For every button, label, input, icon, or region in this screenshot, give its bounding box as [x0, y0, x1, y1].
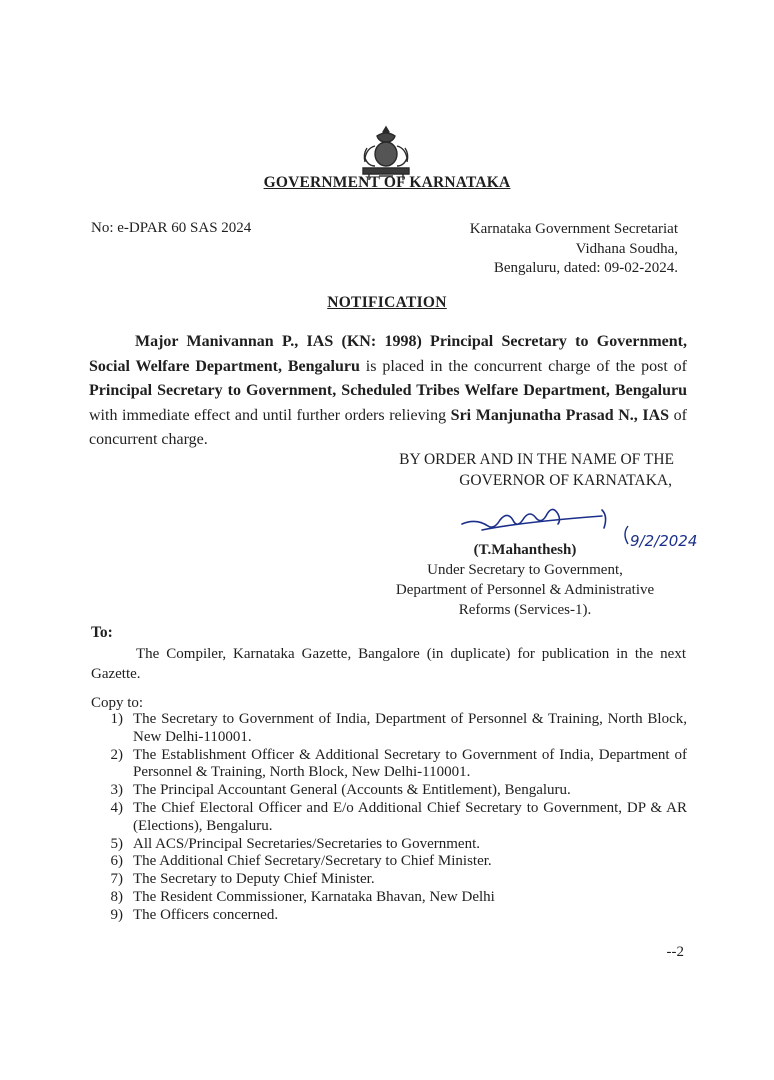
- list-item-text: The Secretary to Deputy Chief Minister.: [133, 871, 375, 888]
- signatory-block: [380, 540, 670, 620]
- copy-to-label: Copy to:: [91, 695, 144, 711]
- list-item-number: 7): [110, 871, 123, 888]
- signatory-section: Reforms (Services-1).: [458, 602, 592, 618]
- order-line-2: GOVERNOR OF KARNATAKA,: [459, 471, 672, 489]
- list-item-text: The Resident Commissioner, Karnataka Bhavan, New Delhi: [133, 888, 495, 905]
- list-item: [91, 782, 691, 800]
- notification-title: NOTIFICATION: [327, 294, 447, 311]
- list-item: [91, 836, 691, 854]
- order-clause: [399, 450, 674, 491]
- government-title: GOVERNMENT OF KARNATAKA: [263, 174, 511, 191]
- list-item: [91, 800, 691, 836]
- list-item-number: 4): [110, 799, 123, 816]
- list-item-text: The Principal Accountant General (Accounts & Entitlement), Bengaluru.: [133, 782, 571, 799]
- list-item-number: 6): [110, 853, 123, 870]
- reference-number: No: e-DPAR 60 SAS 2024: [91, 220, 252, 236]
- list-item: [91, 889, 691, 907]
- list-item-text: The Secretary to Government of India, Department of Personnel & Training, North Block, New Delhi-110001.: [133, 711, 687, 745]
- body-text-segment: of concurrent charge.: [89, 406, 687, 448]
- list-item-number: 3): [110, 782, 123, 799]
- address-line: Karnataka Government Secretariat: [469, 221, 678, 237]
- list-item: [91, 711, 691, 747]
- list-item-number: 8): [110, 888, 123, 905]
- sender-address: [470, 220, 678, 279]
- list-item-text: The Officers concerned.: [133, 906, 279, 923]
- list-item-text: The Additional Chief Secretary/Secretary to Chief Minister.: [133, 853, 492, 870]
- body-text-segment: with immediate effect and until further orders relieving: [89, 406, 451, 424]
- signatory-designation: Under Secretary to Government,: [427, 562, 623, 578]
- list-item-number: 2): [110, 746, 123, 763]
- officer-appointed: Major Manivannan P., IAS (KN: 1998) Principal Secretary to Government, Social Welfare Department, Bengaluru: [89, 333, 687, 375]
- list-item: [91, 853, 691, 871]
- address-line: Vidhana Soudha,: [575, 240, 678, 257]
- signatory-department: Department of Personnel & Administrative: [395, 582, 655, 598]
- address-date-line: Bengaluru, dated: 09-02-2024.: [493, 260, 678, 276]
- list-item-number: 5): [110, 835, 123, 852]
- list-item-number: 9): [110, 906, 123, 923]
- to-label: To:: [91, 624, 113, 641]
- list-item: [91, 747, 691, 783]
- signatory-name: (T.Mahanthesh): [473, 542, 577, 558]
- list-item: [91, 907, 691, 925]
- copy-to-list: [91, 711, 691, 925]
- list-item-text: The Establishment Officer & Additional Secretary to Government of India, Department of Personnel & Training, North Block, New Delhi-110001.: [133, 746, 687, 781]
- list-item-number: 1): [110, 711, 123, 727]
- to-recipient: The Compiler, Karnataka Gazette, Bangalore (in duplicate) for publication in the next Gazette.: [91, 646, 686, 682]
- officer-relieved: Sri Manjunatha Prasad N., IAS: [450, 406, 670, 424]
- list-item-text: The Chief Electoral Officer and E/o Additional Chief Secretary to Government, DP & AR (Elections), Bengaluru.: [133, 799, 687, 834]
- order-line-1: BY ORDER AND IN THE NAME OF THE: [399, 451, 674, 468]
- notification-body: [89, 330, 687, 453]
- list-item: [91, 871, 691, 889]
- page-continuation-marker: --2: [666, 944, 684, 960]
- list-item-text: All ACS/Principal Secretaries/Secretaries to Government.: [133, 835, 480, 852]
- handwritten-date: 9/2/2024: [630, 532, 698, 550]
- post-concurrent-charge: Principal Secretary to Government, Scheduled Tribes Welfare Department, Bengaluru: [89, 382, 687, 399]
- body-text-segment: is placed in the concurrent charge of the post of: [359, 357, 687, 375]
